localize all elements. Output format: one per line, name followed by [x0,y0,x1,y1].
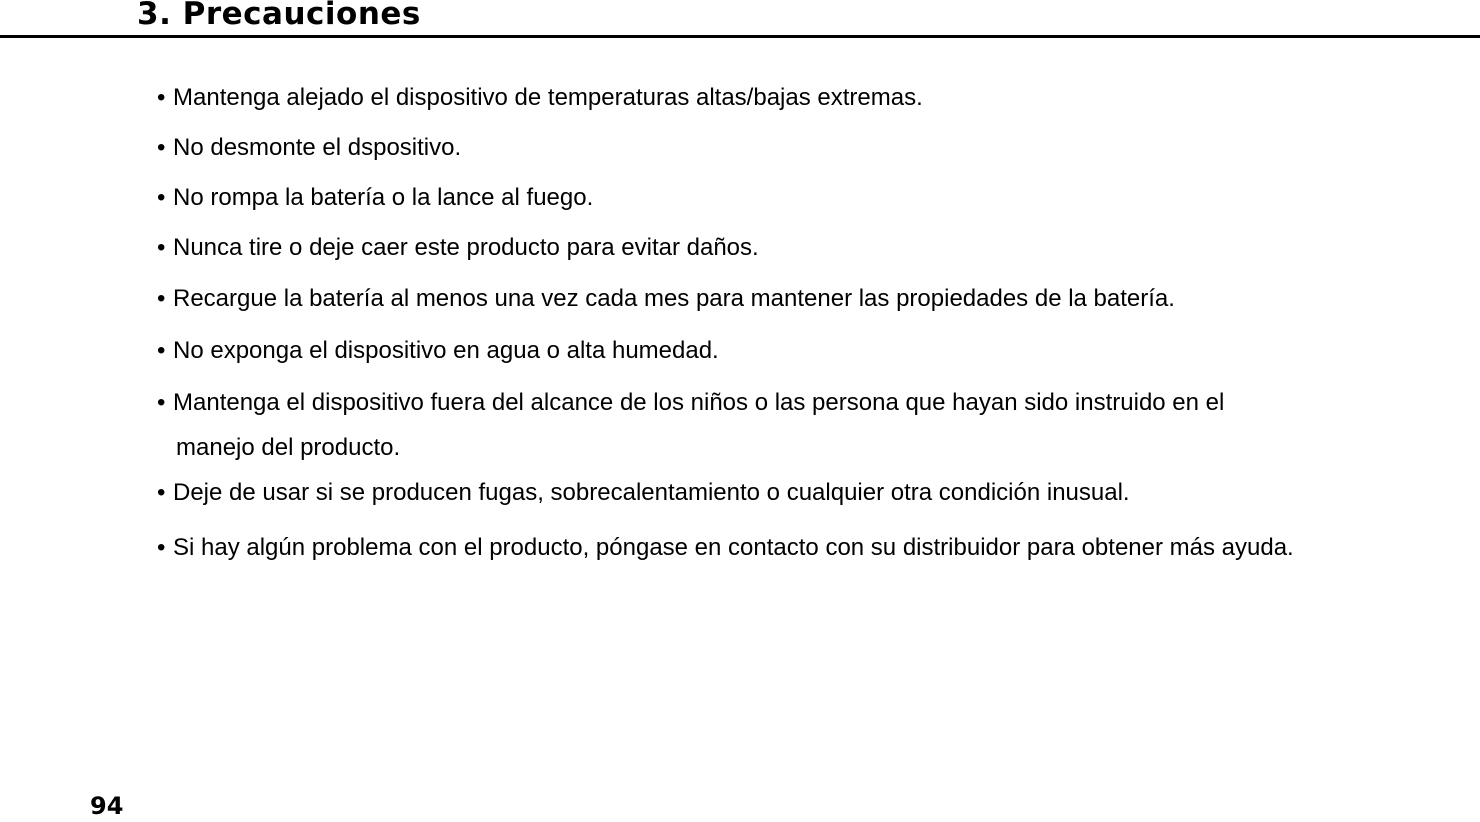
list-item-text: Nunca tire o deje caer este producto para evitar daños. [173,234,759,261]
bullet: • [157,389,166,416]
title-divider [0,35,1480,38]
list-item-text: Recargue la batería al menos una vez cada mes para mantener las propiedades de la batería. [173,285,1175,312]
list-item-text: Si hay algún problema con el producto, póngase en contacto con su distribuidor para obtener más ayuda. [173,534,1294,561]
bullet: • [157,285,166,312]
list-item-text: No rompa la batería o la lance al fuego. [173,184,594,211]
list-item [157,75,1457,120]
list-item-text: Mantenga el dispositivo fuera del alcance de los niños o las persona que hayan sido instruido en el [173,389,1225,416]
list-item-text: No desmonte el dspositivo. [173,134,462,161]
list-item-text: No exponga el dispositivo en agua o alta humedad. [173,337,719,364]
bullet: • [157,534,166,561]
list-item [157,276,1457,321]
list-item-text-continuation: manejo del producto. [176,434,401,461]
bullet: • [157,479,166,506]
list-item [157,525,1457,570]
list-item [157,328,1457,373]
bullet: • [157,134,166,161]
section-title: 3. Precauciones [137,0,421,32]
bullet: • [157,84,166,111]
list-item-text: Mantenga alejado el dispositivo de temperaturas altas/bajas extremas. [173,84,923,111]
list-item [157,470,1457,515]
list-item [157,225,1457,270]
list-item-text: Deje de usar si se producen fugas, sobrecalentamiento o cualquier otra condición inusual. [173,479,1130,506]
list-item [157,380,1457,470]
bullet: • [157,184,166,211]
bullet: • [157,234,166,261]
bullet: • [157,337,166,364]
page-number: 94 [90,792,124,820]
list-item [157,175,1457,220]
list-item [157,125,1457,170]
